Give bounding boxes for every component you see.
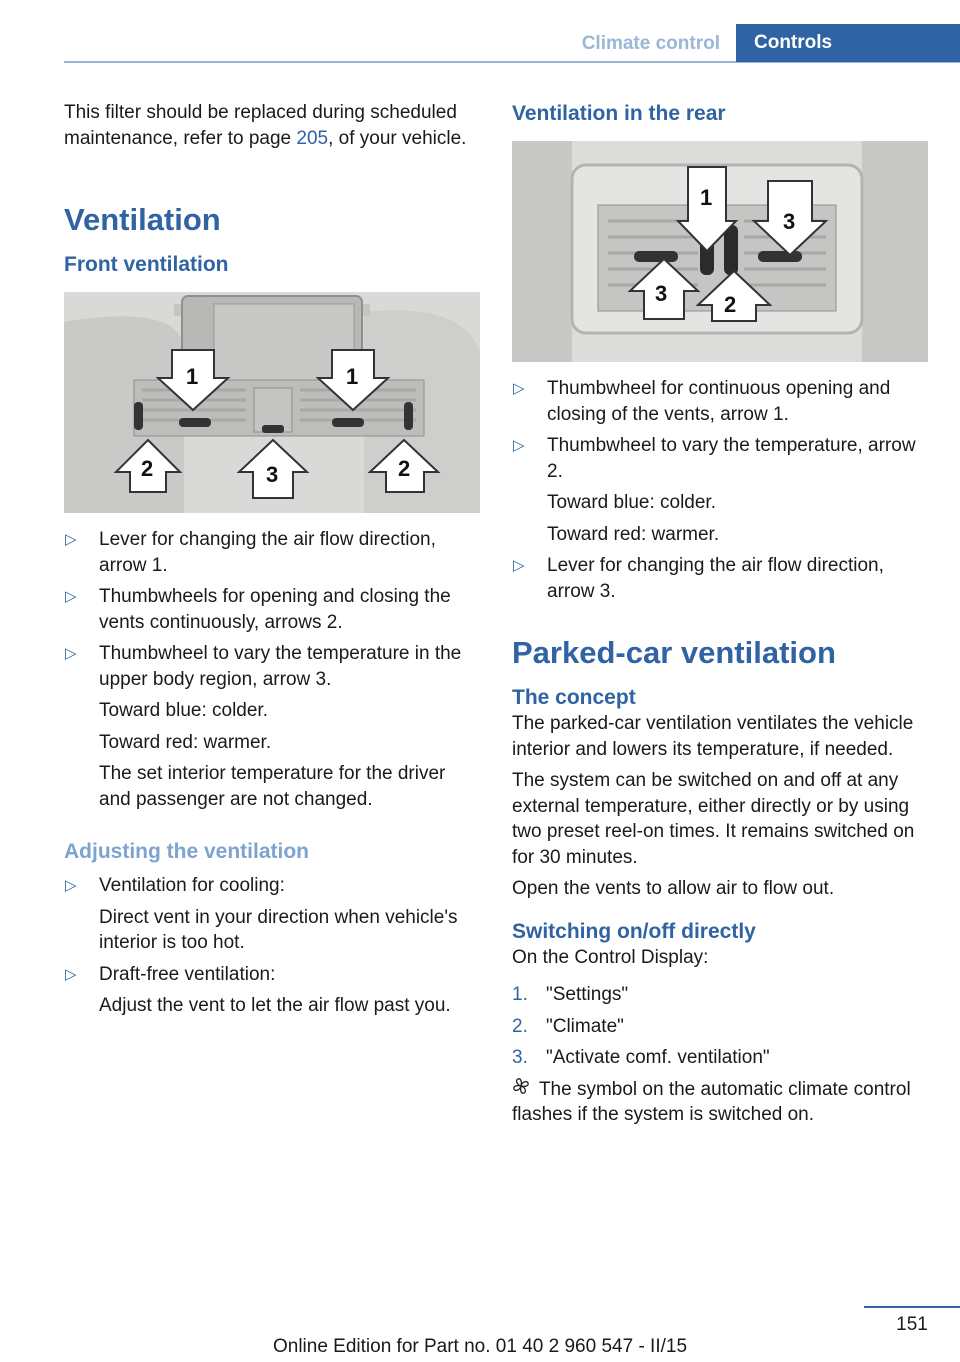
list-item-detail: Toward red: warmer. (99, 731, 272, 753)
list-item-detail: Adjust the vent to let the air flow past you. (99, 995, 451, 1016)
step-item (512, 1045, 928, 1071)
figure-label: 3 (655, 281, 668, 306)
triangle-bullet-icon: ▷ (65, 965, 77, 983)
list-item-text: Thumbwheel for continuous opening and closing of the vents, arrow 1. (547, 378, 891, 425)
triangle-bullet-icon: ▷ (513, 437, 525, 454)
concept-paragraph: The system can be switched on and off at any external temperature, either directly or by using two preset reel-on times. It remains switched on for 30 minutes. (512, 770, 915, 868)
list-item (512, 553, 928, 604)
figure-label: 1 (186, 364, 199, 389)
list-item (64, 527, 480, 578)
heading-adjusting-ventilation: Adjusting the ventilation (64, 840, 309, 863)
triangle-bullet-icon: ▷ (65, 877, 77, 894)
heading-front-ventilation: Front ventilation (64, 253, 229, 276)
list-item-detail: Toward blue: colder. (99, 700, 268, 721)
list-item-detail: Toward red: warmer. (547, 523, 720, 545)
steps-list (512, 982, 928, 1071)
heading-rear-ventilation: Ventilation in the rear (512, 102, 726, 125)
concept-paragraph: The parked-car ventilation ventilates the vehicle interior and lowers its temperature, if needed. (512, 713, 914, 760)
list-item-text: Thumbwheels for opening and closing the vents continuously, arrows 2. (99, 586, 451, 633)
list-item (512, 433, 928, 547)
figure-label: 3 (783, 209, 796, 234)
step-text: "Settings" (546, 984, 629, 1005)
list-item-text: Thumbwheel to vary the temperature, arrow 2. (547, 435, 916, 482)
rear-ventilation-list (512, 376, 928, 604)
list-item-detail: Toward blue: colder. (547, 492, 716, 513)
right-column (512, 100, 928, 1134)
list-item-text: Ventilation for cooling: (99, 875, 285, 896)
list-item-text: Draft-free ventilation: (99, 963, 276, 985)
page-number-rule (864, 1306, 960, 1308)
heading-ventilation: Ventilation (64, 202, 221, 237)
list-item (64, 641, 480, 812)
symbol-description: The symbol on the automatic climate control flashes if the system is switched on. (512, 1078, 911, 1125)
list-item-detail: The set interior temperature for the driver and passenger are not changed. (99, 763, 446, 810)
heading-parked-car-ventilation: Parked-car ventilation (512, 635, 836, 670)
list-item-detail: Direct vent in your direction when vehicle's interior is too hot. (99, 906, 458, 953)
fan-icon (512, 1077, 534, 1103)
front-ventilation-figure (64, 292, 480, 513)
intro-text-end: , of your vehicle. (328, 127, 467, 149)
page-reference-link[interactable]: 205 (296, 127, 329, 149)
header-chapter-tab: Controls (736, 24, 960, 62)
symbol-paragraph (512, 1077, 928, 1128)
figure-label: 2 (141, 456, 154, 481)
edition-footer: Online Edition for Part no. 01 40 2 960 547 - II/15 (272, 1336, 688, 1357)
switch-intro: On the Control Display: (512, 946, 709, 968)
figure-label: 1 (346, 364, 359, 389)
header-section-title: Climate control (581, 33, 720, 54)
triangle-bullet-icon: ▷ (65, 645, 77, 662)
intro-paragraph (64, 100, 480, 151)
triangle-bullet-icon: ▷ (65, 588, 77, 605)
rear-vent-illustration (512, 141, 928, 362)
triangle-bullet-icon: ▷ (65, 531, 77, 548)
front-ventilation-list (64, 527, 480, 812)
list-item (64, 584, 480, 635)
page-number: 151 (896, 1314, 928, 1335)
rear-ventilation-figure (512, 141, 928, 362)
list-item (512, 376, 928, 427)
step-number: 2. (512, 1015, 528, 1037)
figure-label: 2 (724, 292, 737, 317)
list-item-text: Thumbwheel to vary the temperature in the upper body region, arrow 3. (99, 643, 462, 690)
left-column (64, 100, 480, 1025)
list-item-text: Lever for changing the air flow direction, arrow 1. (99, 529, 436, 576)
step-number: 3. (512, 1047, 528, 1068)
list-item-text: Lever for changing the air flow direction, arrow 3. (547, 555, 884, 602)
fan-icon-glyph (512, 1077, 530, 1095)
figure-label: 2 (398, 456, 411, 481)
triangle-bullet-icon: ▷ (513, 557, 525, 574)
list-item (64, 873, 480, 956)
heading-switching-on-off: Switching on/off directly (512, 919, 756, 943)
intro-text: This filter should be replaced during scheduled maintenance, refer to page (64, 102, 457, 149)
figure-label: 1 (700, 185, 713, 210)
figure-label: 3 (266, 462, 279, 487)
step-number: 1. (512, 984, 528, 1005)
step-item (512, 1014, 928, 1040)
heading-the-concept: The concept (512, 686, 636, 709)
step-text: "Climate" (546, 1015, 624, 1037)
adjust-list (64, 873, 480, 1019)
step-text: "Activate comf. ventilation" (546, 1047, 770, 1068)
step-item (512, 982, 928, 1008)
concept-paragraph: Open the vents to allow air to flow out. (512, 878, 835, 899)
triangle-bullet-icon: ▷ (513, 380, 525, 397)
list-item (64, 962, 480, 1019)
